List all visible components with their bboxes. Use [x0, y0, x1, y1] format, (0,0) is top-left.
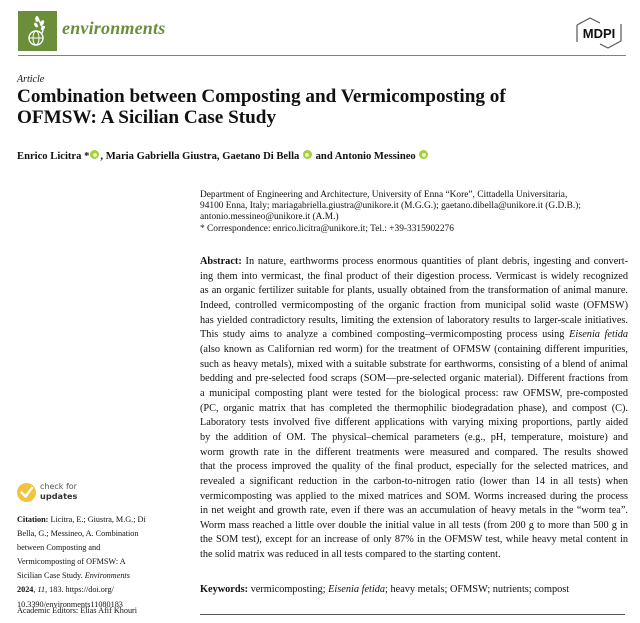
keywords-label: Keywords:	[200, 584, 249, 595]
article-title	[17, 86, 617, 128]
citation-line: Sicilian Case Study. Environments	[17, 571, 130, 581]
author-separator: ,	[216, 151, 223, 162]
affiliation	[200, 190, 625, 224]
abstract-line: (PC, organic matrix that has completed the thermophilic biodegradation phase), and compost (C).	[200, 402, 628, 414]
citation-line: Bella, G.; Messineo, A. Combination	[17, 529, 139, 539]
species-name: Eisenia fetida	[569, 329, 628, 341]
species-name: Eisenia fetida	[328, 584, 386, 595]
abstract-line: This study aims to analyze a combined composting–vermicomposting process using Eisenia fetida	[200, 329, 628, 341]
corresponding-marker: *	[81, 151, 90, 162]
abstract	[200, 255, 628, 563]
citation-doi-prefix[interactable]: , 183. https://doi.org/	[45, 585, 114, 595]
abstract-line: by the addition of OM. The physical–chemical parameters (e.g., pH, temperature, moisture) and	[200, 431, 628, 443]
author-name[interactable]: Maria Gabriella Giustra	[105, 151, 217, 162]
abstract-line: such as heavy metals), mixed with a suitable substrate for earthworms, consisting of a blend of animal	[200, 358, 628, 370]
author-separator: and	[312, 151, 335, 162]
citation-doi-link[interactable]: 10.3390/environments11080183	[17, 599, 123, 609]
affiliation-line: Department of Engineering and Architecture, University of Enna “Kore”, Cittadella Universitaria,	[200, 190, 568, 200]
abstract-line: in net weight and growth rate, even if there was an accumulation of heavy metals in the “worm tea”.	[200, 505, 628, 517]
mdpi-hexagon-icon	[573, 16, 625, 50]
citation-line: 2024, 11, 183. https://doi.org/	[17, 585, 114, 595]
abstract-line: vermicomposting was applied to the mixed matrices and SOM. Worms increased during the process	[200, 490, 628, 502]
abstract-line: ing them into vermicast, the final product of their digestion process. Vermicast is widely recognized	[200, 270, 628, 282]
plant-globe-icon	[18, 11, 57, 51]
abstract-line: bedding and pre-selected food scraps (SOM—pre-selected organic material). Different fractions from	[200, 373, 628, 385]
check-updates-icon	[17, 483, 36, 502]
abstract-line: a municipal composting plant were tested for the biological process: raw OFMSW, pre-composted	[200, 387, 628, 399]
check-for-updates-button[interactable]	[17, 483, 97, 507]
abstract-line: Worm mass reached a little over double the initial value in all tests (from 200 g to more than 500 g in	[200, 519, 628, 531]
citation-label: Citation:	[17, 515, 49, 524]
citation-line: between Composting and	[17, 543, 101, 553]
author-list	[17, 150, 429, 162]
abstract-line: Laboratory tests involved five different applications with varying mixing proportions, partly aided	[200, 417, 628, 429]
check-updates-label: check for	[40, 482, 77, 491]
academic-editors: Academic Editors: Elias Afif Khouri	[17, 606, 138, 615]
keywords: Keywords: vermicomposting; Eisenia fetida; heavy metals; OFMSW; nutrients; compost	[200, 584, 570, 595]
affiliation-line: antonio.messineo@unikore.it (A.M.)	[200, 212, 339, 223]
correspondence: * Correspondence: enrico.licitra@unikore.it; Tel.: +39-3315902276	[200, 224, 454, 234]
author-separator: ,	[100, 151, 106, 162]
abstract-line: as an organic fertilizer suitable for plants, usually obtained from the transformation of animal manure.	[200, 285, 628, 297]
abstract-line: worm growth rate in the different treatments were measured and compared. The results showed	[200, 446, 628, 458]
journal-logo	[18, 11, 57, 51]
citation-journal: Environments	[84, 571, 130, 581]
abstract-line: Indeed, controlled vermicomposting of the organic fraction from municipal solid waste (OFMSW)	[200, 299, 628, 311]
citation-line: Vermicomposting of OFMSW: A	[17, 557, 126, 567]
orcid-icon[interactable]	[90, 150, 99, 159]
publisher-name: MDPI	[582, 26, 616, 41]
abstract-line: the SOM test), except for an increase of only 87% in the OFMSW test, while heavy metal content in	[200, 534, 628, 546]
title-line: OFMSW: A Sicilian Case Study	[17, 107, 277, 128]
abstract-line: the solid matrix was reduced in all tests compared to the starting content.	[200, 549, 501, 561]
citation-year: 2024	[17, 585, 34, 595]
journal-name: environments	[62, 18, 166, 38]
author-name[interactable]: Antonio Messineo	[334, 151, 416, 162]
abstract-line: has yielded contradictory results, limiting the extension of laboratory results to larger-scale initiatives.	[200, 314, 628, 326]
publisher-logo	[573, 16, 625, 50]
citation	[17, 513, 197, 612]
checkmark-icon	[17, 483, 36, 502]
section-divider	[200, 614, 625, 615]
affiliation-line: 94100 Enna, Italy; mariagabriella.giustra@unikore.it (M.G.G.); gaetano.dibella@unikore.it (G.D.B.);	[200, 201, 581, 212]
abstract-line: (also known as Californian red worm) for the treatment of OFMSW (containing different impurities,	[200, 343, 628, 355]
abstract-line: revealed a significant reduction in the carbon-to-nitrogen ratio (lower than 14 in all tests) when	[200, 475, 628, 487]
orcid-icon[interactable]	[419, 150, 428, 159]
abstract-line: Abstract: In nature, earthworms process enormous quantities of plant debris, ingesting and convert-	[200, 256, 628, 267]
abstract-label: Abstract:	[200, 256, 242, 267]
abstract-line: that the process improved the quality of the final product, especially for the selected matrices, and	[200, 461, 628, 473]
author-name[interactable]: Enrico Licitra	[17, 151, 82, 162]
check-updates-label: updates	[40, 491, 78, 501]
header-divider	[18, 55, 626, 56]
article-type: Article	[17, 74, 45, 85]
orcid-icon[interactable]	[303, 150, 312, 159]
author-name[interactable]: Gaetano Di Bella	[222, 151, 300, 162]
title-line: Combination between Composting and Vermicomposting of	[17, 86, 506, 107]
citation-line: Citation: Licitra, E.; Giustra, M.G.; Di	[17, 515, 146, 524]
citation-volume: 11	[37, 585, 46, 595]
